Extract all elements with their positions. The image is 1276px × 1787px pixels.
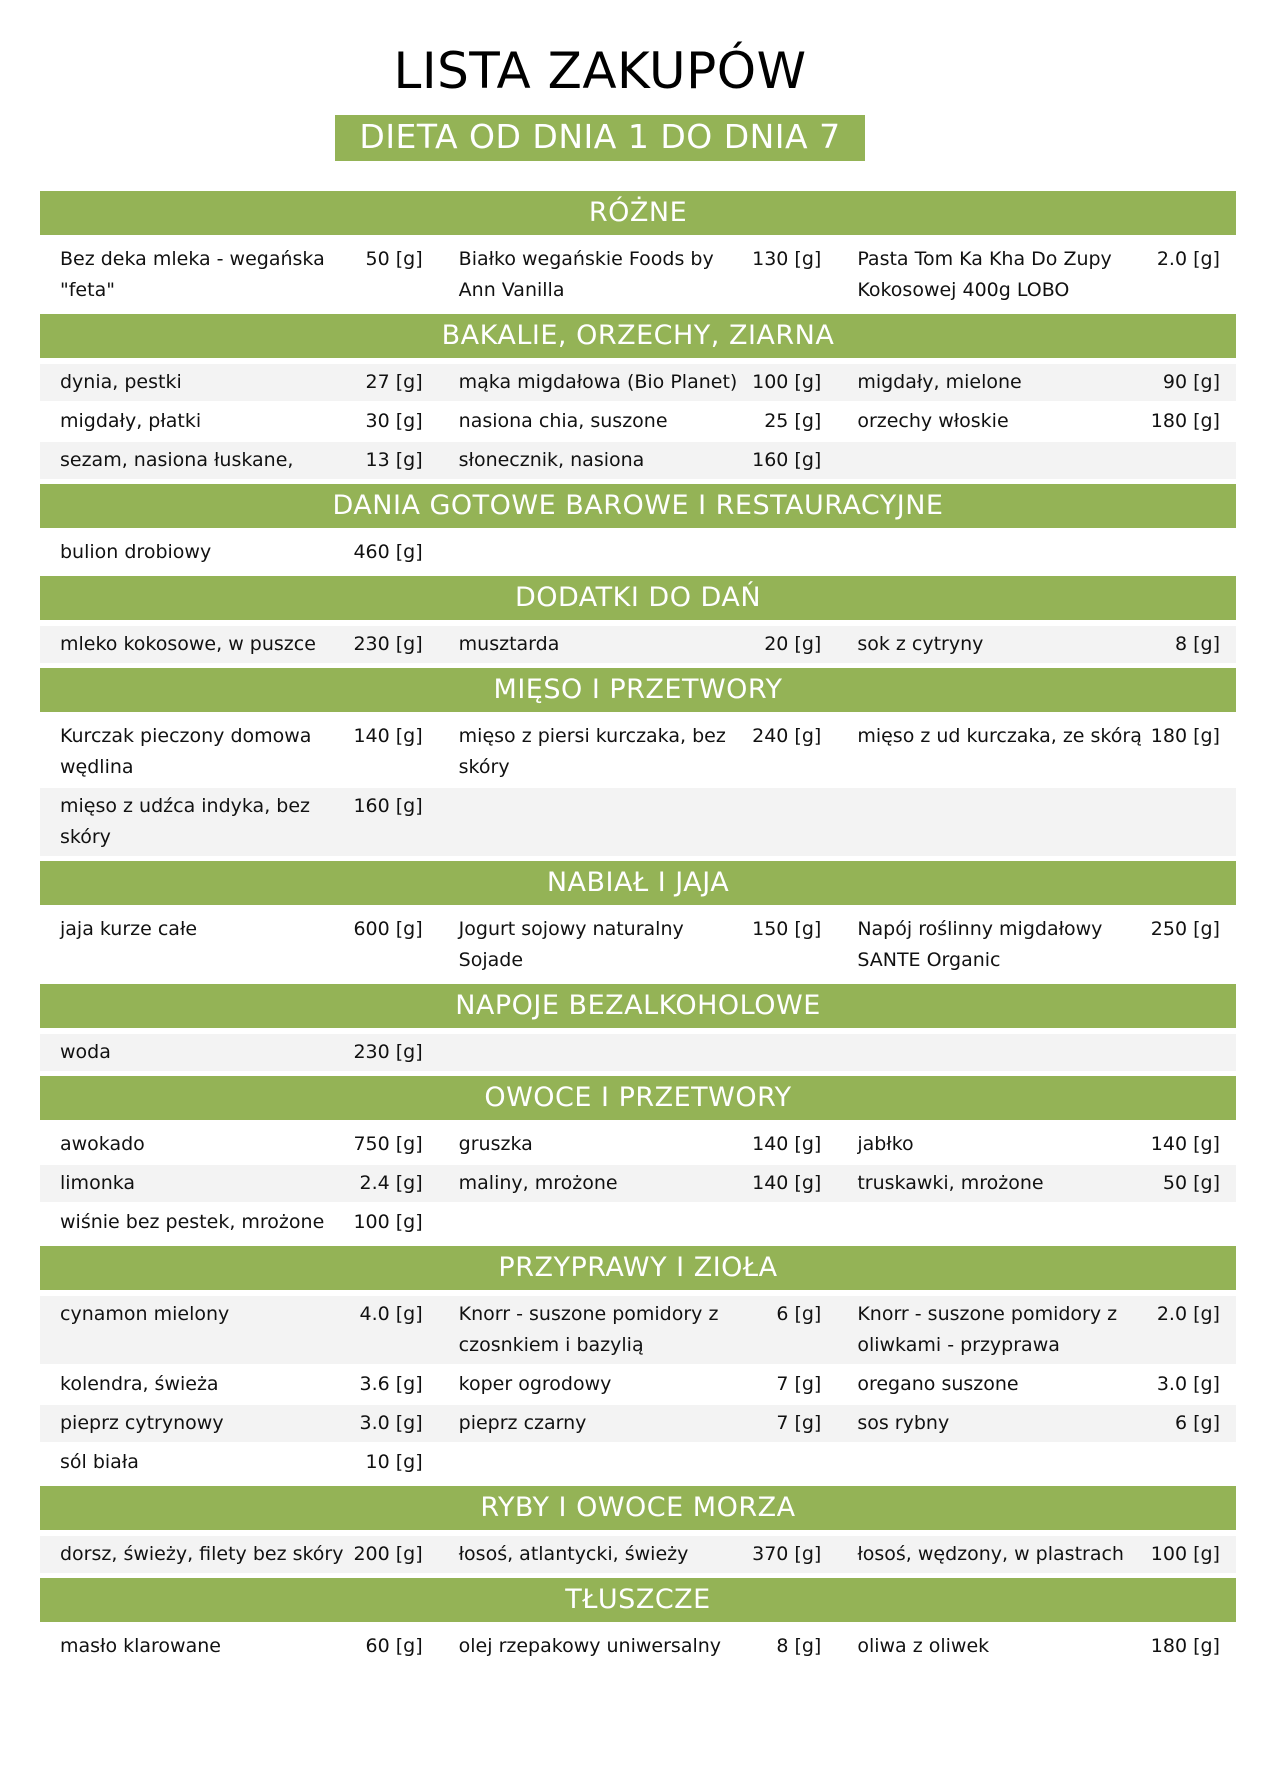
section-header: DANIA GOTOWE BAROWE I RESTAURACYJNE [40, 484, 1236, 528]
item-cell [439, 445, 838, 476]
table-row [40, 626, 1236, 665]
item-amount: 750 [g] [353, 1133, 423, 1155]
item-name: pieprz cytrynowy [60, 1412, 224, 1434]
table-row [40, 1204, 1236, 1243]
item-cell [40, 1369, 439, 1400]
item-name: sok z cytryny [857, 633, 984, 655]
item-cell [439, 1408, 838, 1439]
item-cell [40, 445, 439, 476]
item-cell [439, 1168, 838, 1199]
section-header: RYBY I OWOCE MORZA [40, 1486, 1236, 1530]
item-name: musztarda [458, 633, 560, 655]
item-cell [40, 791, 439, 853]
table-row [40, 403, 1236, 442]
empty-cell [837, 1207, 1236, 1238]
item-name: dorsz, świeży, filety bez skóry [60, 1543, 344, 1565]
item-name: sos rybny [857, 1412, 950, 1434]
item-name: koper ogrodowy [458, 1373, 612, 1395]
table-row [40, 1628, 1236, 1667]
empty-cell [837, 791, 1236, 853]
item-cell [40, 1539, 439, 1570]
table-row [40, 1405, 1236, 1444]
table-row [40, 911, 1236, 981]
item-amount: 27 [g] [365, 371, 423, 393]
item-cell [40, 1299, 439, 1361]
item-cell [439, 914, 838, 976]
item-amount: 250 [g] [1150, 918, 1220, 940]
item-name: cynamon mielony [60, 1303, 230, 1325]
item-amount: 4.0 [g] [359, 1303, 423, 1325]
item-amount: 230 [g] [353, 1041, 423, 1063]
item-amount: 3.0 [g] [1156, 1373, 1220, 1395]
item-cell [40, 1207, 439, 1238]
table-row [40, 1366, 1236, 1405]
item-amount: 200 [g] [353, 1543, 423, 1565]
item-cell [439, 244, 838, 306]
item-amount: 6 [g] [776, 1303, 822, 1325]
section-header: RÓŻNE [40, 191, 1236, 235]
item-name: pieprz czarny [458, 1412, 587, 1434]
item-amount: 50 [g] [365, 248, 423, 270]
item-cell [837, 629, 1236, 660]
item-amount: 8 [g] [776, 1635, 822, 1657]
item-name: łosoś, atlantycki, świeży [458, 1543, 689, 1565]
table-row [40, 718, 1236, 788]
item-amount: 100 [g] [1150, 1543, 1220, 1565]
item-name: sezam, nasiona łuskane, [60, 449, 294, 471]
empty-cell [837, 1447, 1236, 1478]
item-name: nasiona chia, suszone [458, 410, 668, 432]
item-cell [439, 367, 838, 398]
item-name: mięso z piersi kurczaka, bez skóry [458, 725, 726, 778]
section [40, 484, 1236, 573]
item-amount: 3.0 [g] [359, 1412, 423, 1434]
item-amount: 180 [g] [1150, 1635, 1220, 1657]
table-row [40, 1296, 1236, 1366]
empty-cell [439, 1037, 838, 1068]
section [40, 1246, 1236, 1483]
section-header: TŁUSZCZE [40, 1578, 1236, 1622]
item-cell [439, 1631, 838, 1662]
item-amount: 370 [g] [752, 1543, 822, 1565]
item-amount: 600 [g] [353, 918, 423, 940]
item-amount: 100 [g] [752, 371, 822, 393]
item-amount: 140 [g] [752, 1172, 822, 1194]
table-row [40, 1536, 1236, 1575]
item-cell [837, 367, 1236, 398]
section [40, 191, 1236, 311]
item-cell [40, 1631, 439, 1662]
item-amount: 2.4 [g] [359, 1172, 423, 1194]
item-cell [40, 244, 439, 306]
item-amount: 230 [g] [353, 633, 423, 655]
section [40, 314, 1236, 481]
table-row [40, 241, 1236, 311]
section-header: NAPOJE BEZALKOHOLOWE [40, 984, 1236, 1028]
diet-range-banner: DIETA OD DNIA 1 DO DNIA 7 [335, 115, 864, 161]
empty-cell [439, 1207, 838, 1238]
item-name: kolendra, świeża [60, 1373, 219, 1395]
section [40, 1076, 1236, 1243]
item-name: dynia, pestki [60, 371, 182, 393]
item-cell [40, 629, 439, 660]
item-name: masło klarowane [60, 1635, 221, 1657]
section [40, 1578, 1236, 1667]
item-amount: 20 [g] [764, 633, 822, 655]
section [40, 1486, 1236, 1575]
item-name: sól biała [60, 1451, 139, 1473]
table-row [40, 1126, 1236, 1165]
item-name: woda [60, 1041, 111, 1063]
empty-cell [837, 1037, 1236, 1068]
section-header: PRZYPRAWY I ZIOŁA [40, 1246, 1236, 1290]
item-cell [40, 1447, 439, 1478]
item-cell [439, 721, 838, 783]
item-name: mięso z ud kurczaka, ze skórą [857, 725, 1142, 747]
item-amount: 160 [g] [752, 449, 822, 471]
item-amount: 160 [g] [353, 795, 423, 817]
item-cell [837, 1631, 1236, 1662]
empty-cell [439, 1447, 838, 1478]
item-amount: 130 [g] [752, 248, 822, 270]
item-name: mięso z udźca indyka, bez skóry [60, 795, 310, 848]
section [40, 668, 1236, 858]
item-cell [40, 914, 439, 976]
item-amount: 90 [g] [1162, 371, 1220, 393]
item-name: Napój roślinny migdałowy SANTE Organic [857, 918, 1103, 971]
item-name: limonka [60, 1172, 136, 1194]
item-cell [40, 537, 439, 568]
item-cell [837, 721, 1236, 783]
section [40, 861, 1236, 981]
item-name: Knorr - suszone pomidory z czosnkiem i bazylią [458, 1303, 719, 1356]
empty-cell [837, 445, 1236, 476]
document-header [2, 40, 1198, 161]
item-amount: 140 [g] [1150, 1133, 1220, 1155]
item-cell [837, 1129, 1236, 1160]
item-amount: 8 [g] [1174, 633, 1220, 655]
item-name: Jogurt sojowy naturalny Sojade [458, 918, 684, 971]
item-name: orzechy włoskie [857, 410, 1009, 432]
empty-cell [439, 537, 838, 568]
item-cell [439, 406, 838, 437]
item-name: oregano suszone [857, 1373, 1019, 1395]
section-header: DODATKI DO DAŃ [40, 576, 1236, 620]
item-cell [439, 1539, 838, 1570]
section-header: OWOCE I PRZETWORY [40, 1076, 1236, 1120]
item-cell [439, 1129, 838, 1160]
item-amount: 30 [g] [365, 410, 423, 432]
item-cell [837, 1539, 1236, 1570]
item-amount: 7 [g] [776, 1373, 822, 1395]
item-cell [40, 367, 439, 398]
item-name: truskawki, mrożone [857, 1172, 1044, 1194]
item-name: gruszka [458, 1133, 533, 1155]
item-name: maliny, mrożone [458, 1172, 618, 1194]
item-amount: 60 [g] [365, 1635, 423, 1657]
table-row [40, 364, 1236, 403]
table-row [40, 534, 1236, 573]
item-cell [40, 721, 439, 783]
item-name: łosoś, wędzony, w plastrach [857, 1543, 1124, 1565]
item-cell [40, 1168, 439, 1199]
item-amount: 13 [g] [365, 449, 423, 471]
table-row [40, 1444, 1236, 1483]
item-amount: 50 [g] [1162, 1172, 1220, 1194]
item-cell [40, 1129, 439, 1160]
item-name: Kurczak pieczony domowa wędlina [60, 725, 312, 778]
item-cell [40, 1408, 439, 1439]
item-amount: 140 [g] [752, 1133, 822, 1155]
item-amount: 180 [g] [1150, 410, 1220, 432]
sections-container [40, 191, 1236, 1667]
item-name: mleko kokosowe, w puszce [60, 633, 316, 655]
item-amount: 2.0 [g] [1156, 1303, 1220, 1325]
empty-cell [439, 791, 838, 853]
item-name: bulion drobiowy [60, 541, 212, 563]
item-cell [40, 1037, 439, 1068]
section-header: BAKALIE, ORZECHY, ZIARNA [40, 314, 1236, 358]
item-name: olej rzepakowy uniwersalny [458, 1635, 722, 1657]
item-name: Bez deka mleka - wegańska "feta" [60, 248, 325, 301]
item-amount: 3.6 [g] [359, 1373, 423, 1395]
table-row [40, 442, 1236, 481]
table-row [40, 1034, 1236, 1073]
item-amount: 150 [g] [752, 918, 822, 940]
item-amount: 180 [g] [1150, 725, 1220, 747]
shopping-list-document [0, 40, 1276, 1787]
item-cell [837, 1369, 1236, 1400]
item-cell [837, 1408, 1236, 1439]
section-header: MIĘSO I PRZETWORY [40, 668, 1236, 712]
item-cell [837, 244, 1236, 306]
item-amount: 25 [g] [764, 410, 822, 432]
table-row [40, 788, 1236, 858]
item-name: Pasta Tom Ka Kha Do Zupy Kokosowej 400g LOBO [857, 248, 1112, 301]
item-amount: 100 [g] [353, 1211, 423, 1233]
section [40, 576, 1236, 665]
item-cell [837, 1299, 1236, 1361]
item-name: jabłko [857, 1133, 914, 1155]
item-name: słonecznik, nasiona [458, 449, 645, 471]
item-cell [837, 1168, 1236, 1199]
item-name: jaja kurze całe [60, 918, 198, 940]
section-header: NABIAŁ I JAJA [40, 861, 1236, 905]
item-amount: 2.0 [g] [1156, 248, 1220, 270]
page-title: LISTA ZAKUPÓW [393, 42, 807, 100]
item-name: wiśnie bez pestek, mrożone [60, 1211, 325, 1233]
item-cell [837, 406, 1236, 437]
item-amount: 7 [g] [776, 1412, 822, 1434]
item-amount: 240 [g] [752, 725, 822, 747]
empty-cell [837, 537, 1236, 568]
item-amount: 460 [g] [353, 541, 423, 563]
item-amount: 10 [g] [365, 1451, 423, 1473]
item-amount: 6 [g] [1174, 1412, 1220, 1434]
item-name: migdały, płatki [60, 410, 202, 432]
item-name: Białko wegańskie Foods by Ann Vanilla [458, 248, 714, 301]
item-cell [40, 406, 439, 437]
item-name: oliwa z oliwek [857, 1635, 990, 1657]
item-cell [439, 629, 838, 660]
item-cell [439, 1299, 838, 1361]
item-name: mąka migdałowa (Bio Planet) [458, 371, 738, 393]
item-name: migdały, mielone [857, 371, 1022, 393]
item-name: Knorr - suszone pomidory z oliwkami - przyprawa [857, 1303, 1118, 1356]
item-amount: 140 [g] [353, 725, 423, 747]
item-cell [439, 1369, 838, 1400]
item-name: awokado [60, 1133, 145, 1155]
item-cell [837, 914, 1236, 976]
section [40, 984, 1236, 1073]
table-row [40, 1165, 1236, 1204]
